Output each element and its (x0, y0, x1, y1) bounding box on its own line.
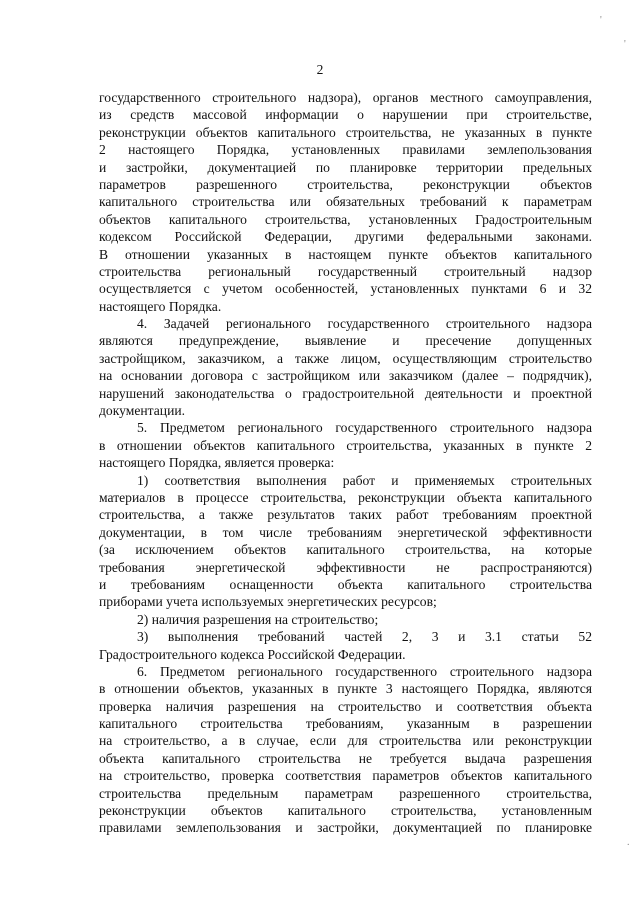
text-line: 1) соответствия выполнения работ и применяемых строительных (137, 472, 592, 488)
text-line: кодексом Российской Федерации, другими федеральными законами. (99, 229, 592, 245)
text-line: приборами учета используемых энергетических ресурсов; (99, 594, 437, 610)
text-line: и застройки, документацией по планировке территории предельных (99, 159, 592, 175)
text-line: объекта капитального строительства не требуется выдача разрешения (99, 750, 592, 766)
text-line: на строительство, проверка соответствия параметров объектов капитального (99, 768, 592, 784)
text-line: застройщиком, заказчиком, а также лицом, осуществляющим строительство (99, 350, 592, 366)
text-line: строительства региональный государственный строительный надзор (99, 263, 592, 279)
text-line: В отношении указанных в настоящем пункте объектов капитального (99, 246, 592, 262)
text-line: из средств массовой информации о нарушении при строительстве, (99, 107, 592, 123)
text-line: строительства предельным параметрам разрешенного строительства, (99, 785, 592, 801)
text-line: настоящего Порядка, является проверка: (99, 455, 335, 471)
text-line: на строительство, а в случае, если для строительства или реконструкции (99, 733, 592, 749)
text-line: капитального строительства или обязательных требований к параметрам (99, 194, 592, 210)
text-line: осуществляется с учетом особенностей, установленных пунктами 6 и 32 (99, 281, 592, 297)
text-line: объектов капитального строительства, установленных Градостроительным (99, 211, 592, 227)
text-line: 2 настоящего Порядка, установленных правилами землепользования (99, 142, 592, 158)
text-line: строительства, а также результатов таких работ требованиям проектной (99, 507, 592, 523)
text-line: требования энергетической эффективности не распространяются) (99, 559, 592, 575)
text-line: (за исключением объектов капитального строительства, на которые (99, 542, 592, 558)
text-line: 4. Задачей регионального государственного строительного надзора (137, 316, 592, 332)
margin-mark-right: ' (624, 39, 626, 50)
text-line: и требованиям оснащенности объекта капитального строительства (99, 576, 592, 592)
text-line: документации. (99, 403, 186, 419)
document-body (99, 89, 592, 837)
text-line: являются предупреждение, выявление и пресечение допущенных (99, 333, 592, 349)
margin-mark-bottom-right: . (627, 837, 630, 848)
text-line: капитального строительства требованиям, указанным в разрешении (99, 716, 592, 732)
text-line: реконструкции объектов капитального строительства, не указанных в пункте (99, 124, 592, 140)
text-line: Градостроительного кодекса Российской Федерации. (99, 646, 406, 662)
text-line: правилами землепользования и застройки, документацией по планировке (99, 820, 592, 836)
text-line: параметров разрешенного строительства, реконструкции объектов (99, 176, 592, 192)
text-line: в отношении объектов, указанных в пункте 3 настоящего Порядка, являются (99, 681, 592, 697)
text-line: на основании договора с застройщиком или заказчиком (далее – подрядчик), (99, 368, 592, 384)
text-line: материалов в процессе строительства, реконструкции объекта капитального (99, 489, 592, 505)
text-line: в отношении объектов капитального строительства, указанных в пункте 2 (99, 437, 592, 453)
text-line: 3) выполнения требований частей 2, 3 и 3.1 статьи 52 (137, 629, 592, 645)
text-line: 5. Предметом регионального государственного строительного надзора (137, 420, 592, 436)
text-line: 2) наличия разрешения на строительство; (137, 611, 379, 627)
page-number: 2 (316, 62, 324, 77)
text-line: государственного строительного надзора), органов местного самоуправления, (99, 90, 592, 105)
text-line: 6. Предметом регионального государственного строительного надзора (137, 663, 592, 679)
text-line: проверка наличия разрешения на строительство и соответствия объекта (99, 698, 592, 714)
margin-mark-top-right: ' (600, 15, 602, 26)
text-line: документации, в том числе требованиям энергетической эффективности (99, 524, 592, 540)
text-line: настоящего Порядка. (99, 298, 222, 314)
text-line: нарушений законодательства о градостроительной деятельности и проектной (99, 385, 592, 401)
text-line: реконструкции объектов капитального строительства, установленным (99, 803, 592, 819)
